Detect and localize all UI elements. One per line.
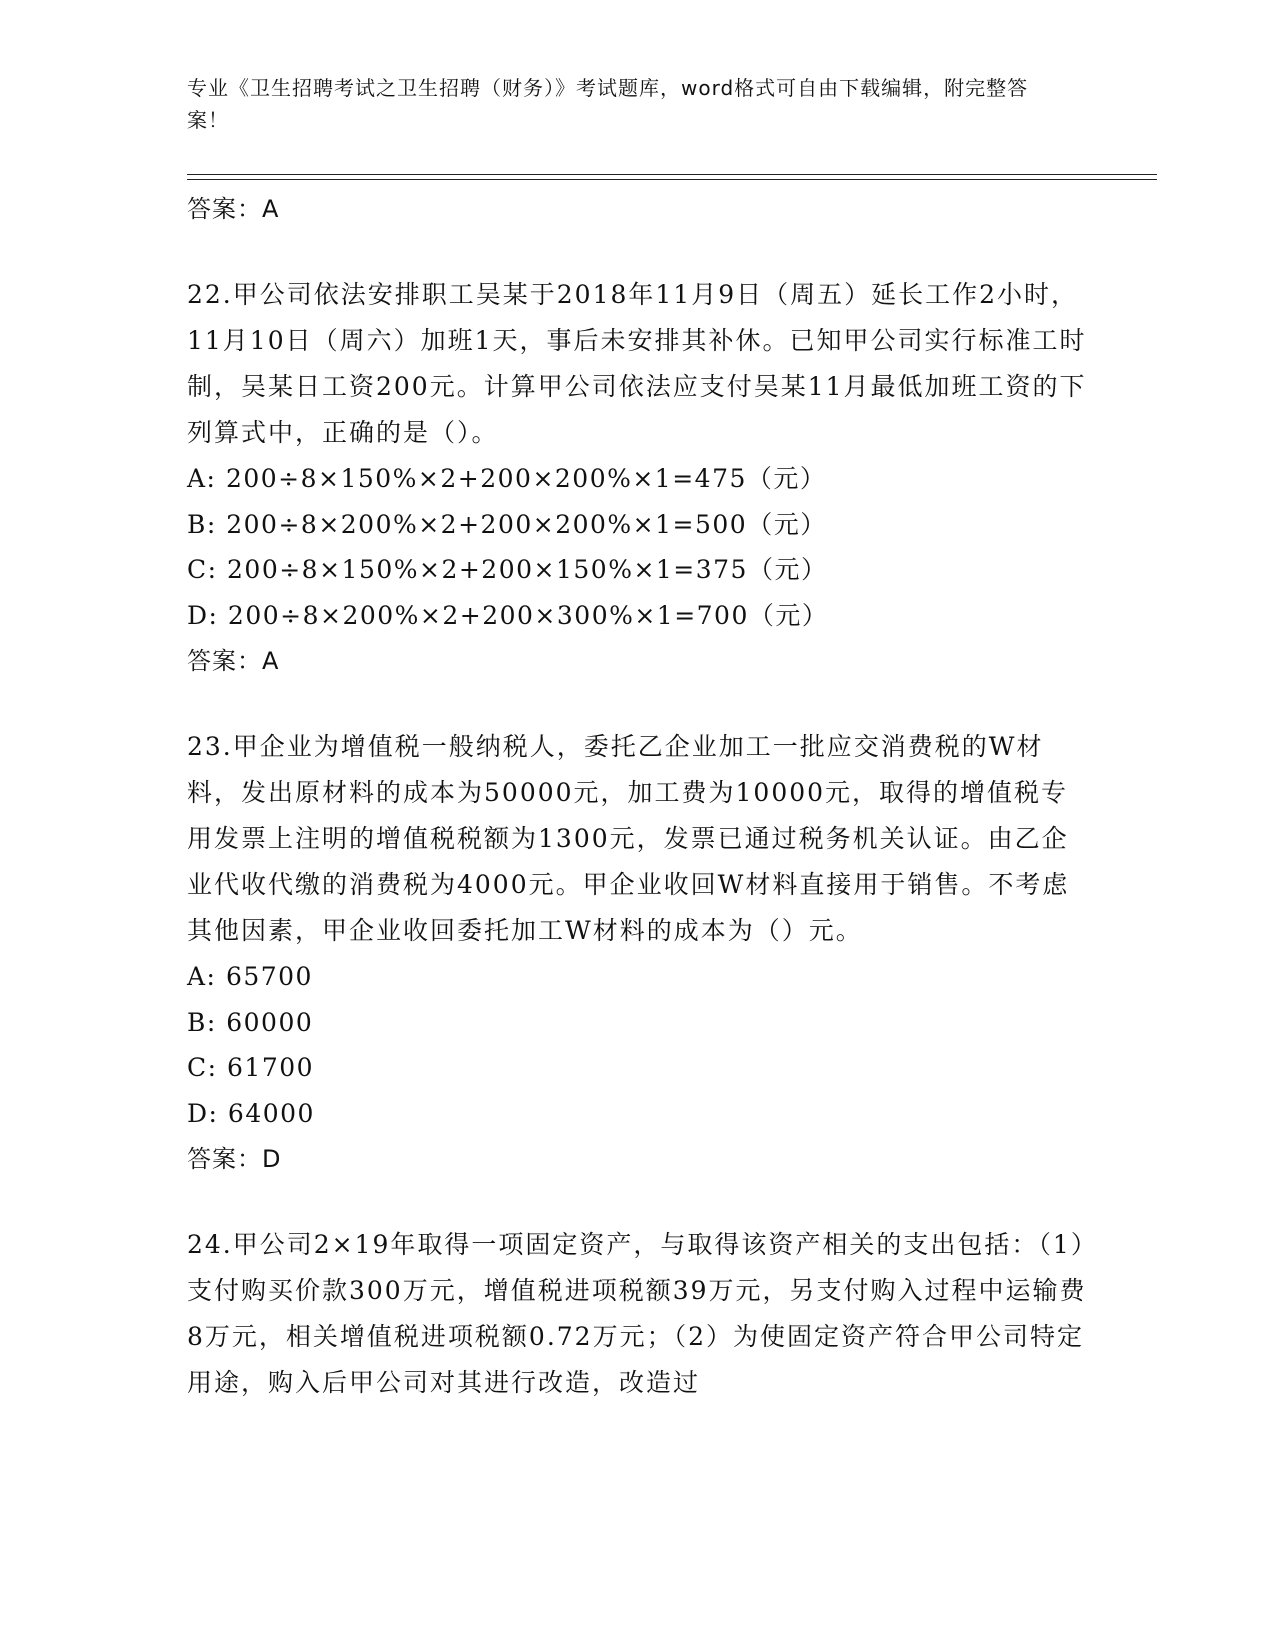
option-label: A: [187, 962, 217, 991]
option-text: 64000 [227, 1098, 315, 1128]
question-22 [187, 272, 1087, 684]
option-d [187, 593, 1087, 639]
option-label: C: [187, 1053, 218, 1082]
question-text: 22.甲公司依法安排职工吴某于2018年11月9日（周五）延长工作2小时，11月10日（周六）加班1天，事后未安排其补休。已知甲公司实行标准工时制，吴某日工资200元。计算甲公司依法应支付吴某11月最低加班工资的下列算式中，正确的是（）。 [187, 280, 1087, 447]
option-label: D: [187, 1098, 219, 1128]
option-label: D: [187, 600, 219, 630]
header-divider [187, 174, 1157, 180]
option-b [187, 1000, 1087, 1046]
option-a [187, 456, 1087, 502]
question-text: 23.甲企业为增值税一般纳税人，委托乙企业加工一批应交消费税的W材料，发出原材料的成本为50000元，加工费为10000元，取得的增值税专用发票上注明的增值税税额为1300元，发票已通过税务机关认证。由乙企业代收代缴的消费税为4000元。甲企业收回W材料直接用于销售。不考虑其他因素，甲企业收回委托加工W材料的成本为（）元。 [187, 732, 1070, 945]
answer-q22: 答案：A [187, 647, 280, 675]
option-text: 200÷8×200%×2+200×200%×1=500（元） [226, 509, 827, 539]
document-header: 专业《卫生招聘考试之卫生招聘（财务）》考试题库，word格式可自由下载编辑，附完整答案！ [187, 76, 1029, 132]
answer-q23: 答案：D [187, 1145, 282, 1173]
option-text: 200÷8×150%×2+200×150%×1=375（元） [227, 555, 828, 584]
option-b [187, 502, 1087, 548]
option-text: 200÷8×150%×2+200×200%×1=475（元） [225, 464, 827, 493]
option-d [187, 1091, 1087, 1137]
options-list [187, 456, 1087, 638]
option-text: 60000 [226, 1007, 314, 1037]
option-label: A: [187, 464, 217, 493]
option-text: 61700 [227, 1053, 315, 1082]
option-text: 200÷8×200%×2+200×300%×1=700（元） [227, 600, 829, 630]
question-23 [187, 724, 1087, 1182]
answer-q21: 答案：A [187, 195, 280, 223]
question-24 [187, 1222, 1087, 1406]
option-c [187, 1045, 1087, 1091]
option-a [187, 954, 1087, 1000]
option-c [187, 547, 1087, 593]
option-text: 65700 [225, 962, 313, 991]
document-body [187, 186, 1087, 1406]
option-label: C: [187, 555, 218, 584]
question-text: 24.甲公司2×19年取得一项固定资产，与取得该资产相关的支出包括：（1）支付购买价款300万元，增值税进项税额39万元，另支付购入过程中运输费8万元，相关增值税进项税额0.72万元；（2）为使固定资产符合甲公司特定用途，购入后甲公司对其进行改造，改造过 [187, 1230, 1087, 1397]
option-label: B: [187, 509, 217, 539]
options-list [187, 954, 1087, 1136]
option-label: B: [187, 1007, 217, 1037]
